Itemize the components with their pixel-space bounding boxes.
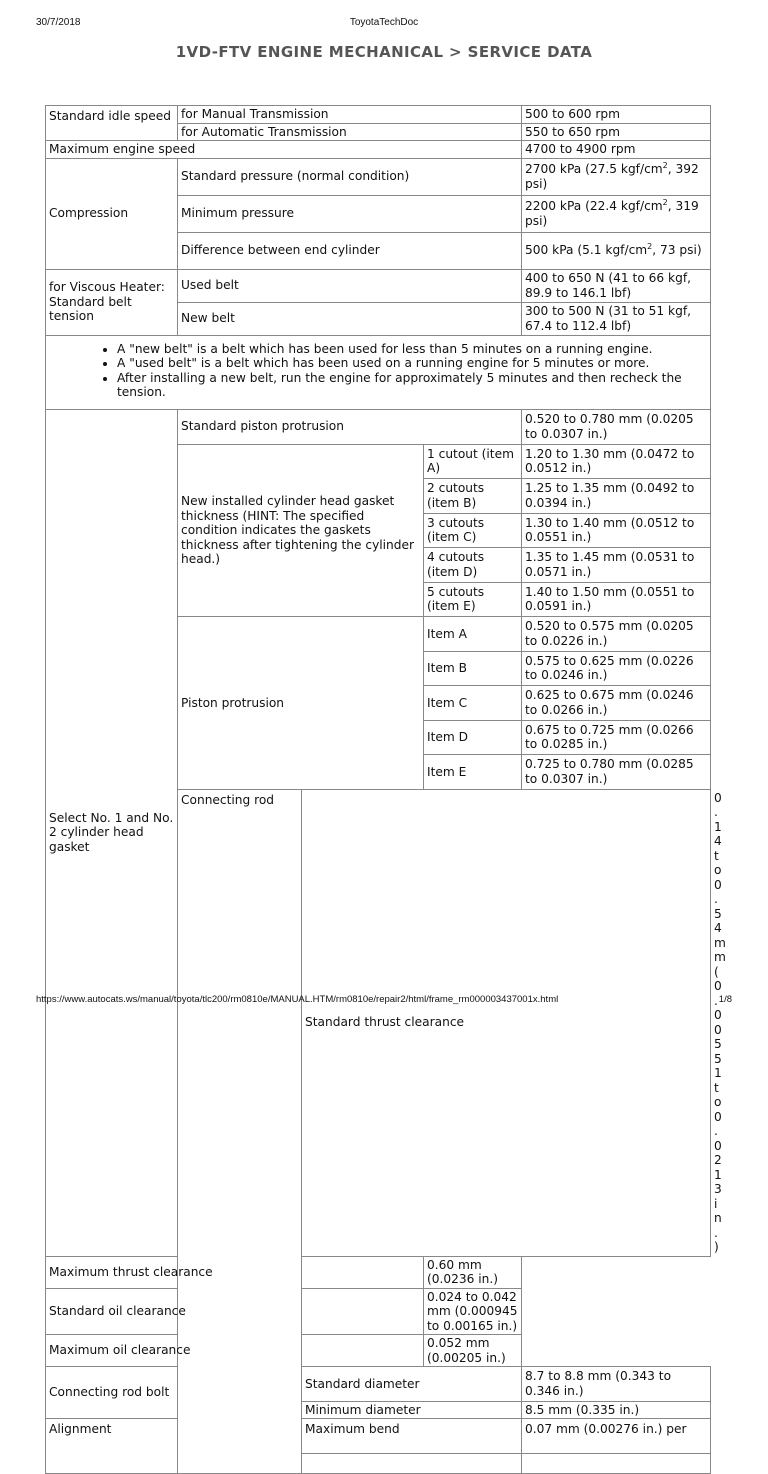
condition-cell: for Manual Transmission — [178, 106, 522, 124]
note-item: • After installing a new belt, run the engine for approximately 5 minutes and then recheck the tension. — [117, 371, 707, 400]
value-part: 2700 kPa (27.5 kgf/cm — [525, 162, 663, 176]
table-row — [46, 1367, 711, 1402]
value-cell: 550 to 650 rpm — [522, 123, 711, 141]
value-cell: 1.40 to 1.50 mm (0.0551 to 0.0591 in.) — [522, 582, 711, 617]
condition-cell: Used belt — [178, 269, 522, 302]
item-cell: 1 cutout (item A) — [424, 444, 522, 479]
value-cell: 0.725 to 0.780 mm (0.0285 to 0.0307 in.) — [522, 755, 711, 790]
table-row — [46, 1256, 711, 1288]
table-row — [46, 106, 711, 124]
value-cell: 8.5 mm (0.335 in.) — [522, 1401, 711, 1419]
condition-cell: Standard thrust clearance — [302, 789, 711, 1256]
value-part: , 319 psi) — [525, 199, 699, 228]
row-label: Maximum engine speed — [46, 141, 522, 159]
page-url: https://www.autocats.ws/manual/toyota/tlc200/rm0810e/MANUAL.HTM/rm0810e/repair2/html/frame_rm000003437001x.html — [36, 994, 559, 1005]
item-cell: Item B — [424, 651, 522, 686]
value-cell: 500 to 600 rpm — [522, 106, 711, 124]
value-cell: 0.575 to 0.625 mm (0.0226 to 0.0246 in.) — [522, 651, 711, 686]
value-cell: 0.024 to 0.042 mm (0.000945 to 0.00165 in.) — [424, 1288, 522, 1335]
value-part: 500 kPa (5.1 kgf/cm — [525, 243, 648, 258]
item-cell: 3 cutouts (item C) — [424, 513, 522, 548]
note-item: • A "new belt" is a belt which has been used for less than 5 minutes on a running engine. — [117, 342, 707, 357]
item-cell: 4 cutouts (item D) — [424, 548, 522, 583]
item-cell: 5 cutouts (item E) — [424, 582, 522, 617]
condition-cell: Piston protrusion — [178, 617, 424, 790]
table-row — [46, 1335, 711, 1367]
item-cell: 2 cutouts (item B) — [424, 479, 522, 514]
item-cell: Item D — [424, 720, 522, 755]
value-cell — [522, 158, 711, 195]
row-label: Standard idle speed — [46, 106, 178, 141]
condition-cell: Standard diameter — [302, 1367, 522, 1402]
value-cell: 1.20 to 1.30 mm (0.0472 to 0.0512 in.) — [522, 444, 711, 479]
value-cell: 300 to 500 N (31 to 51 kgf, 67.4 to 112.4 lbf) — [522, 302, 711, 335]
note-item: • A "used belt" is a belt which has been used on a running engine for 5 minutes or more. — [117, 356, 707, 371]
condition-cell: Maximum thrust clearance — [46, 1256, 424, 1288]
value-part: , 73 psi) — [652, 243, 702, 258]
item-cell: Item A — [424, 617, 522, 652]
value-cell: 400 to 650 N (41 to 66 kgf, 89.9 to 146.1 lbf) — [522, 269, 711, 302]
table-row — [46, 409, 711, 444]
item-cell: Item E — [424, 755, 522, 790]
condition-cell: Standard piston protrusion — [178, 409, 522, 444]
value-cell: 1.30 to 1.40 mm (0.0512 to 0.0551 in.) — [522, 513, 711, 548]
value-cell: 4700 to 4900 rpm — [522, 141, 711, 159]
value-cell: 0.07 mm (0.00276 in.) per — [522, 1419, 711, 1454]
page-title: 1VD-FTV ENGINE MECHANICAL > SERVICE DATA — [175, 43, 593, 61]
table-row — [46, 1419, 711, 1454]
condition-cell: New installed cylinder head gasket thickness (HINT: The specified condition indicates the gaskets thickness after tightening the cylinder head.) — [178, 444, 424, 617]
value-cell: 0.520 to 0.780 mm (0.0205 to 0.0307 in.) — [522, 409, 711, 444]
condition-cell: Minimum diameter — [302, 1401, 522, 1419]
value-cell — [522, 1453, 711, 1473]
condition-cell: Connecting rod bolt — [46, 1367, 178, 1419]
condition-cell: Standard pressure (normal condition) — [178, 158, 522, 195]
value-cell: 0.625 to 0.675 mm (0.0246 to 0.0266 in.) — [522, 686, 711, 721]
superscript: 2 — [662, 161, 668, 170]
table-row: Connecting rod Standard thrust clearance 0.14 to 0.54 mm (0.00551 to 0.0213 in.) — [46, 789, 711, 1256]
condition-cell: Difference between end cylinder — [178, 232, 522, 269]
row-label: for Viscous Heater: Standard belt tension — [46, 269, 178, 335]
item-cell: Item C — [424, 686, 522, 721]
table-row — [46, 141, 711, 159]
condition-cell: Maximum bend — [302, 1419, 522, 1454]
row-label: Compression — [46, 158, 178, 269]
print-footer — [36, 994, 732, 1008]
value-cell: 1.35 to 1.45 mm (0.0531 to 0.0571 in.) — [522, 548, 711, 583]
value-cell: 0.520 to 0.575 mm (0.0205 to 0.0226 in.) — [522, 617, 711, 652]
table-row — [46, 269, 711, 302]
value-cell: 0.052 mm (0.00205 in.) — [424, 1335, 522, 1367]
value-cell: 0.675 to 0.725 mm (0.0266 to 0.0285 in.) — [522, 720, 711, 755]
table-row — [46, 158, 711, 195]
row-label: Connecting rod — [178, 789, 302, 1473]
value-cell: 1.25 to 1.35 mm (0.0492 to 0.0394 in.) — [522, 479, 711, 514]
condition-cell: New belt — [178, 302, 522, 335]
condition-cell: for Automatic Transmission — [178, 123, 522, 141]
print-date: 30/7/2018 — [36, 17, 81, 28]
value-part: 2200 kPa (22.4 kgf/cm — [525, 199, 663, 213]
condition-cell: Alignment — [46, 1419, 178, 1474]
value-cell — [522, 232, 711, 269]
print-header — [36, 17, 732, 31]
table-row — [46, 335, 711, 409]
condition-cell — [302, 1453, 522, 1473]
site-name: ToyotaTechDoc — [349, 17, 419, 28]
table-row — [46, 1288, 711, 1335]
superscript: 2 — [662, 198, 668, 207]
value-cell: 0.60 mm (0.0236 in.) — [424, 1256, 522, 1288]
row-label: Select No. 1 and No. 2 cylinder head gasket — [46, 409, 178, 1256]
value-cell — [522, 195, 711, 232]
value-cell: 8.7 to 8.8 mm (0.343 to 0.346 in.) — [522, 1367, 711, 1402]
value-part: , 392 psi) — [525, 162, 699, 191]
notes-list — [49, 342, 707, 400]
superscript: 2 — [647, 242, 653, 252]
condition-cell: Maximum oil clearance — [46, 1335, 424, 1367]
page-number: 1/8 — [718, 994, 732, 1005]
condition-cell: Standard oil clearance — [46, 1288, 424, 1335]
condition-cell: Minimum pressure — [178, 195, 522, 232]
notes-cell — [46, 335, 711, 409]
